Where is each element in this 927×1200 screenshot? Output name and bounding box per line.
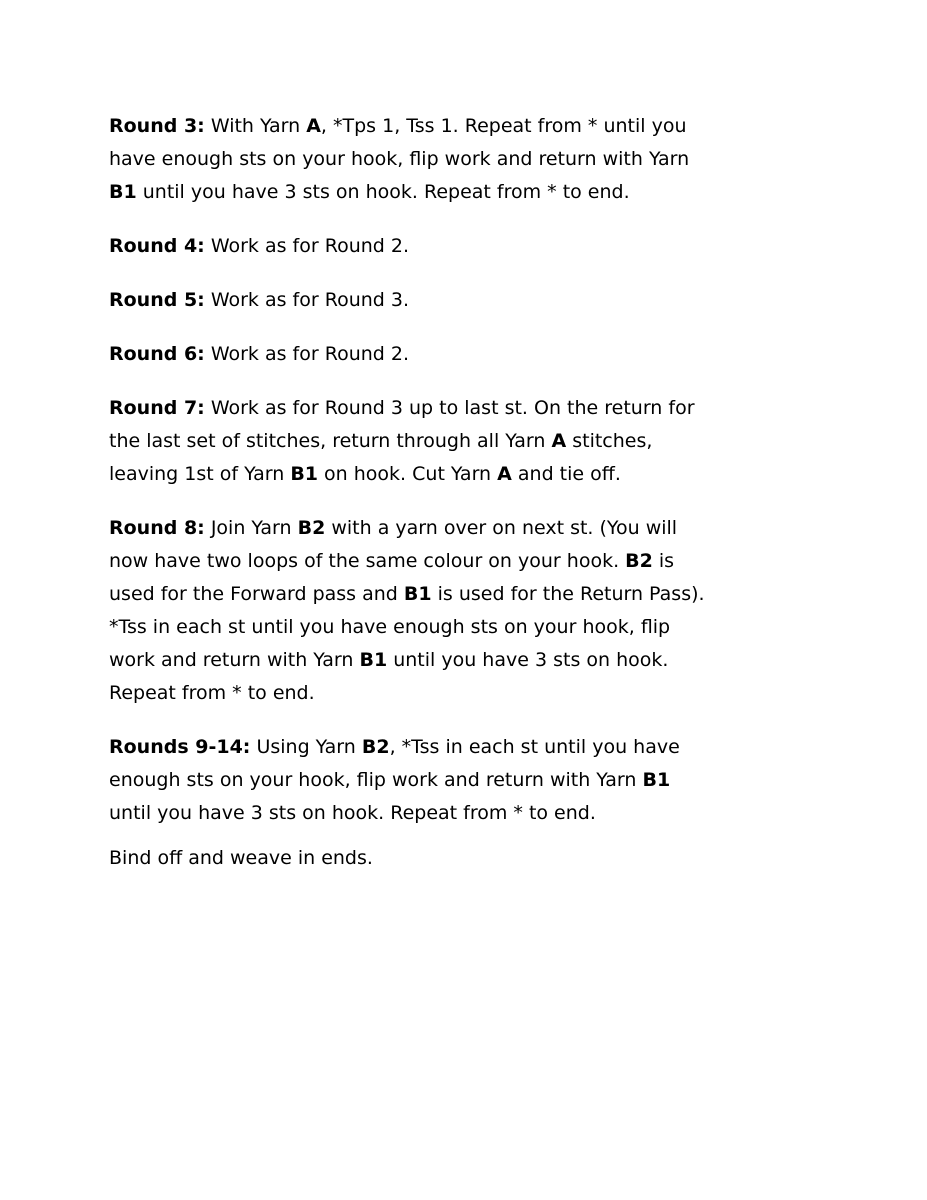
text-line xyxy=(109,230,869,263)
text-segment: , *Tps 1, Tss 1. Repeat from * until you xyxy=(320,115,687,137)
bold-text-segment: B2 xyxy=(625,550,653,572)
text-segment: work and return with Yarn xyxy=(109,649,360,671)
text-segment: is used for the Return Pass). xyxy=(431,583,705,605)
pattern-text xyxy=(109,110,869,896)
paragraph-round-7 xyxy=(109,392,869,491)
text-line xyxy=(109,677,869,710)
text-segment: *Tss in each st until you have enough sts on your hook, flip xyxy=(109,616,671,638)
bold-text-segment: B2 xyxy=(361,736,390,758)
text-line xyxy=(109,284,869,317)
bold-text-segment: A xyxy=(551,430,567,452)
text-segment: With Yarn xyxy=(204,115,307,137)
bold-text-segment: Rounds 9-14: xyxy=(109,736,251,758)
text-line xyxy=(109,143,869,176)
text-line xyxy=(109,611,869,644)
text-segment: leaving 1st of Yarn xyxy=(109,463,291,485)
text-segment: and tie off. xyxy=(511,463,621,485)
text-segment: Bind off and weave in ends. xyxy=(109,847,373,869)
text-segment: until you have 3 sts on hook. xyxy=(387,649,669,671)
text-line xyxy=(109,797,869,830)
text-segment: Repeat from * to end. xyxy=(109,682,315,704)
text-segment: Work as for Round 2. xyxy=(204,235,410,257)
text-line xyxy=(109,392,869,425)
paragraph-round-5 xyxy=(109,284,869,317)
text-line xyxy=(109,545,869,578)
text-segment: with a yarn over on next st. (You will xyxy=(325,517,678,539)
text-line xyxy=(109,731,869,764)
bold-text-segment: B1 xyxy=(403,583,432,605)
text-segment: enough sts on your hook, flip work and return with Yarn xyxy=(109,769,643,791)
bold-text-segment: A xyxy=(497,463,512,485)
bold-text-segment: Round 4: xyxy=(109,235,205,257)
text-line xyxy=(109,176,869,209)
text-segment: Work as for Round 3. xyxy=(204,289,410,311)
bold-text-segment: Round 8: xyxy=(109,517,205,539)
paragraph-round-8 xyxy=(109,512,869,710)
text-segment: Using Yarn xyxy=(250,736,362,758)
text-segment: on hook. Cut Yarn xyxy=(318,463,498,485)
paragraph-round-3 xyxy=(109,110,869,209)
bold-text-segment: Round 5: xyxy=(109,289,205,311)
text-line xyxy=(109,110,869,143)
text-segment: Work as for Round 3 up to last st. On the return for xyxy=(204,397,695,419)
text-line xyxy=(109,644,869,677)
text-segment: the last set of stitches, return through all Yarn xyxy=(109,430,552,452)
text-segment: used for the Forward pass and xyxy=(109,583,404,605)
bold-text-segment: B1 xyxy=(359,649,388,671)
text-segment: until you have 3 sts on hook. Repeat from * to end. xyxy=(109,802,596,824)
text-line xyxy=(109,578,869,611)
paragraph-bind-off xyxy=(109,842,869,875)
bold-text-segment: B1 xyxy=(109,181,137,203)
paragraph-round-6 xyxy=(109,338,869,371)
bold-text-segment: Round 7: xyxy=(109,397,205,419)
text-line xyxy=(109,458,869,491)
text-segment: , *Tss in each st until you have xyxy=(389,736,680,758)
paragraph-rounds-9-14 xyxy=(109,731,869,830)
bold-text-segment: Round 3: xyxy=(109,115,205,137)
text-line xyxy=(109,512,869,545)
bold-text-segment: B1 xyxy=(290,463,319,485)
text-segment: until you have 3 sts on hook. Repeat from * to end. xyxy=(136,181,630,203)
bold-text-segment: A xyxy=(306,115,321,137)
bold-text-segment: Round 6: xyxy=(109,343,205,365)
text-segment: Join Yarn xyxy=(204,517,298,539)
text-line xyxy=(109,842,869,875)
text-line xyxy=(109,338,869,371)
bold-text-segment: B2 xyxy=(297,517,326,539)
text-line xyxy=(109,764,869,797)
text-segment: is xyxy=(652,550,675,572)
text-line xyxy=(109,425,869,458)
text-segment: Work as for Round 2. xyxy=(204,343,410,365)
bold-text-segment: B1 xyxy=(642,769,671,791)
text-segment: stitches, xyxy=(566,430,653,452)
paragraph-round-4 xyxy=(109,230,869,263)
text-segment: have enough sts on your hook, flip work and return with Yarn xyxy=(109,148,690,170)
text-segment: now have two loops of the same colour on your hook. xyxy=(109,550,626,572)
